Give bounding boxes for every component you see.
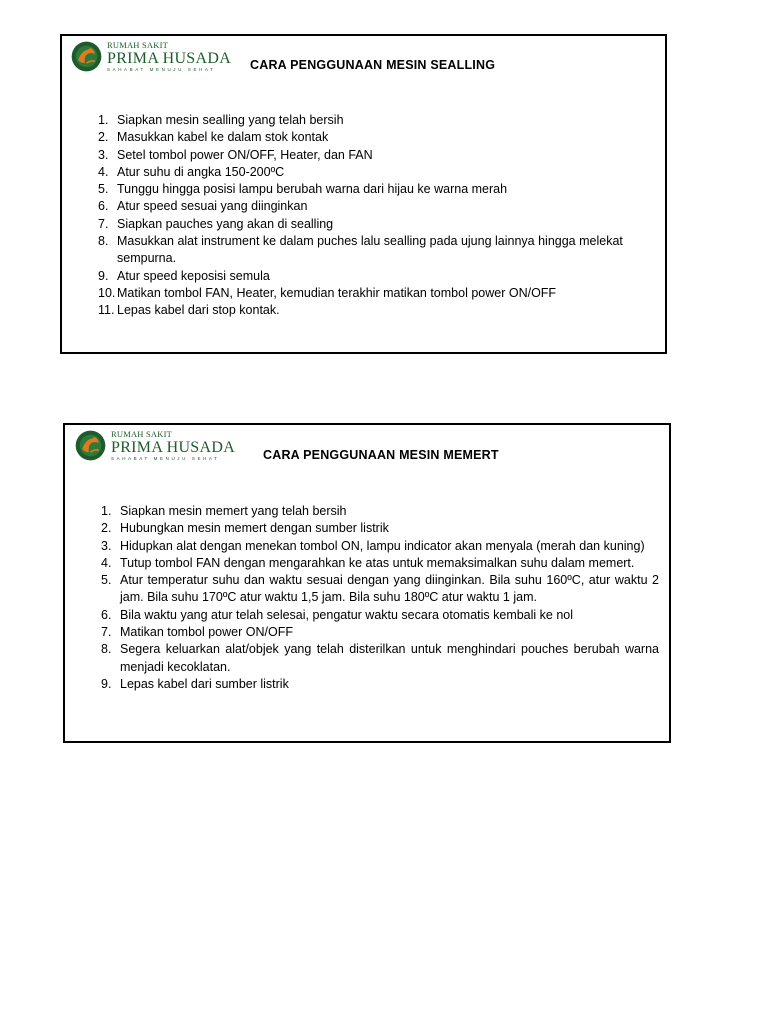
logo-top-text: RUMAH SAKIT — [111, 429, 172, 439]
prima-husada-emblem-icon — [74, 429, 107, 462]
logo-tagline-text: SAHABAT MENUJU SEHAT — [111, 455, 220, 461]
list-item: 3. Hidupkan alat dengan menekan tombol ON, lampu indicator akan menyala (merah dan kuning) — [101, 538, 645, 553]
hospital-logo — [70, 40, 231, 73]
card-title: CARA PENGGUNAAN MESIN MEMERT — [263, 448, 499, 462]
steps-list — [101, 503, 659, 693]
list-item: 2. Masukkan kabel ke dalam stok kontak — [98, 130, 329, 145]
list-item: 2. Hubungkan mesin memert dengan sumber listrik — [101, 521, 389, 536]
list-item: 9. Lepas kabel dari sumber listrik — [101, 676, 289, 691]
list-item: 1. Siapkan mesin memert yang telah bersih — [101, 504, 347, 518]
list-item: 4. Atur suhu di angka 150-200ºC — [98, 164, 285, 179]
list-item: 10. Matikan tombol FAN, Heater, kemudian terakhir matikan tombol power ON/OFF — [98, 285, 557, 300]
list-item: 6. Bila waktu yang atur telah selesai, pengatur waktu secara otomatis kembali ke nol — [101, 607, 574, 622]
list-item: 1. Siapkan mesin sealling yang telah bersih — [98, 113, 344, 127]
logo-name-text: PRIMA HUSADA — [111, 438, 236, 456]
hospital-logo — [74, 429, 235, 462]
list-item: 7. Matikan tombol power ON/OFF — [101, 625, 293, 640]
list-item: 8. Segera keluarkan alat/objek yang telah disterilkan untuk menghindari pouches berubah warna menjadi kecoklatan. — [101, 642, 659, 674]
list-item: 9. Atur speed keposisi semula — [98, 268, 270, 283]
prima-husada-emblem-icon — [70, 40, 103, 73]
list-item: 5. Atur temperatur suhu dan waktu sesuai dengan yang diinginkan. Bila suhu 160ºC, atur waktu 2 jam. Bila suhu 170ºC atur waktu 1,5 jam. Bila suhu 180ºC atur waktu 1 jam. — [101, 573, 659, 605]
sealling-instructions-card — [60, 34, 667, 354]
memert-instructions-card — [63, 423, 671, 743]
list-item: 11. Lepas kabel dari stop kontak. — [98, 303, 280, 318]
list-item: 6. Atur speed sesuai yang diinginkan — [98, 199, 308, 214]
logo-name-text: PRIMA HUSADA — [107, 49, 232, 67]
logo-top-text: RUMAH SAKIT — [107, 40, 168, 50]
list-item: 4. Tutup tombol FAN dengan mengarahkan ke atas untuk memaksimalkan suhu dalam memert. — [101, 555, 635, 570]
list-item: 8. Masukkan alat instrument ke dalam puches lalu sealling pada ujung lainnya hingga melekat sempurna. — [98, 234, 623, 266]
list-item: 5. Tunggu hingga posisi lampu berubah warna dari hijau ke warna merah — [98, 182, 508, 197]
list-item: 3. Setel tombol power ON/OFF, Heater, dan FAN — [98, 147, 373, 162]
list-item: 7. Siapkan pauches yang akan di sealling — [98, 216, 334, 231]
card-title: CARA PENGGUNAAN MESIN SEALLING — [250, 58, 496, 72]
steps-list — [98, 112, 667, 320]
logo-tagline-text: SAHABAT MENUJU SEHAT — [107, 66, 216, 72]
